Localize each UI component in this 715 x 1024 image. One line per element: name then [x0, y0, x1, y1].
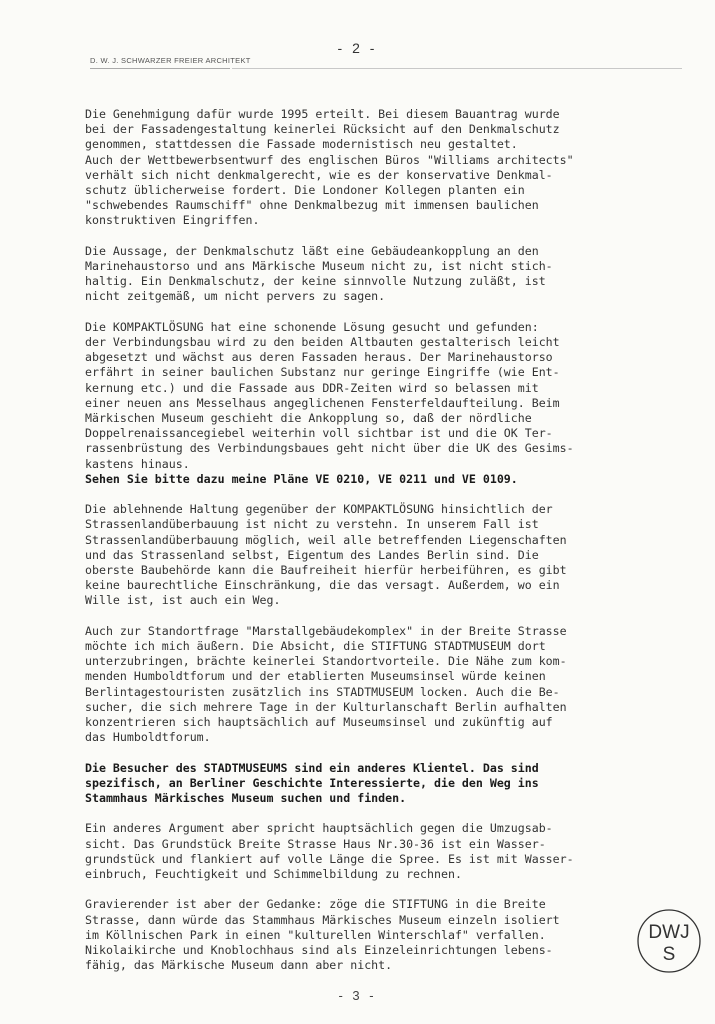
text-line: spezifisch, an Berliner Geschichte Interessierte, die den Weg ins: [85, 775, 539, 790]
text-line: verhält sich nicht denkmalgerecht, wie es der konservative Denkmal-: [85, 167, 553, 182]
text-line: erfährt in seiner baulichen Substanz nur geringe Eingriffe (wie Ent-: [85, 365, 560, 380]
text-line: Auch zur Standortfrage "Marstallgebäudekomplex" in der Breite Strasse: [85, 623, 567, 638]
text-line: Strassenlandüberbauung ist nicht zu verstehn. In unserem Fall ist: [85, 517, 539, 532]
text-line: Die KOMPAKTLÖSUNG hat eine schonende Lösung gesucht und gefunden:: [85, 319, 539, 334]
text-line: abgesetzt und wächst aus deren Fassaden heraus. Der Marinehaustorso: [85, 350, 553, 365]
text-line: Marinehaustorso und ans Märkische Museum nicht zu, ist nicht stich-: [85, 259, 553, 274]
text-line: Sehen Sie bitte dazu meine Pläne VE 0210, VE 0211 und VE 0109.: [85, 471, 518, 486]
paragraph: [85, 320, 690, 472]
text-line: schutz üblicherweise fordert. Die Londoner Kollegen planten ein: [85, 183, 525, 198]
text-line: der Verbindungsbau wird zu den beiden Altbauten gestalterisch leicht: [85, 335, 560, 350]
document-body: [85, 107, 690, 989]
text-line: bei der Fassadengestaltung keinerlei Rücksicht auf den Denkmalschutz: [85, 122, 560, 137]
emphasized-paragraph: [85, 472, 690, 487]
paragraph: [85, 821, 690, 882]
text-line: Ein anderes Argument aber spricht hauptsächlich gegen die Umzugsab-: [85, 821, 553, 836]
text-line: Strasse, dann würde das Stammhaus Märkisches Museum einzeln isoliert: [85, 912, 560, 927]
emphasized-paragraph: [85, 761, 690, 807]
text-line: Stammhaus Märkisches Museum suchen und finden.: [85, 791, 407, 806]
text-line: das Humboldtforum.: [85, 730, 211, 745]
text-line: einbruch, Feuchtigkeit und Schimmelbildung zu rechnen.: [85, 867, 462, 882]
text-line: keine baurechtliche Einschränkung, die das versagt. Außerdem, wo ein: [85, 578, 560, 593]
letterhead: D. W. J. SCHWARZER FREIER ARCHITEKT: [90, 56, 230, 69]
text-line: menden Humboldtforum und der etablierten Museumsinsel würde keinen: [85, 669, 546, 684]
text-line: und das Strassenland selbst, Eigentum des Landes Berlin sind. Die: [85, 547, 539, 562]
text-line: Nikolaikirche und Knoblochhaus sind als Einzeleinrichtungen lebens-: [85, 943, 553, 958]
text-line: kastens hinaus.: [85, 456, 190, 471]
text-line: möchte ich mich äußern. Die Absicht, die STIFTUNG STADTMUSEUM dort: [85, 639, 546, 654]
text-line: Auch der Wettbewerbsentwurf des englischen Büros "Williams architects": [85, 152, 574, 167]
text-line: haltig. Ein Denkmalschutz, der keine sinnvolle Nutzung zuläßt, ist: [85, 274, 546, 289]
paragraph: [85, 244, 690, 305]
text-line: Märkischen Museum geschieht die Ankopplung so, daß der nördliche: [85, 411, 532, 426]
text-line: "schwebendes Raumschiff" ohne Denkmalbezug mit immensen baulichen: [85, 198, 539, 213]
text-line: nicht zeitgemäß, um nicht pervers zu sagen.: [85, 289, 386, 304]
stamp-line-2: S: [662, 944, 676, 965]
text-line: konzentrieren sich hauptsächlich auf Museumsinsel und zukünftig auf: [85, 715, 553, 730]
text-line: Strassenlandüberbauung möglich, weil alle betreffenden Liegenschaften: [85, 532, 567, 547]
text-line: Wille ist, ist auch ein Weg.: [85, 593, 281, 608]
text-line: im Köllnischen Park in einen "kulturellen Winterschlaf" verfallen.: [85, 927, 546, 942]
text-line: genommen, stattdessen die Fassade modernistisch neu gestaltet.: [85, 137, 518, 152]
paragraph: [85, 107, 690, 229]
text-line: Doppelrenaissancegiebel weiterhin voll sichtbar ist und die OK Ter-: [85, 426, 553, 441]
page-number-bottom: - 3 -: [338, 988, 377, 1003]
text-line: Gravierender ist aber der Gedanke: zöge die STIFTUNG in die Breite: [85, 897, 546, 912]
text-line: grundstück und flankiert auf volle Länge die Spree. Es ist mit Wasser-: [85, 851, 574, 866]
paragraph: [85, 502, 690, 608]
text-line: Berlintagestouristen zusätzlich ins STADTMUSEUM locken. Auch die Be-: [85, 684, 560, 699]
text-line: sucher, die sich mehrere Tage in der Kulturlanschaft Berlin aufhalten: [85, 699, 567, 714]
paragraph: [85, 624, 690, 746]
text-line: Die Genehmigung dafür wurde 1995 erteilt. Bei diesem Bauantrag wurde: [85, 107, 560, 121]
header-rule: [232, 68, 682, 69]
stamp-line-1: DWJ: [648, 922, 690, 943]
text-line: kernung etc.) und die Fassade aus DDR-Zeiten wird so belassen mit: [85, 380, 539, 395]
text-line: fähig, das Märkische Museum dann aber nicht.: [85, 958, 393, 973]
text-line: Die ablehnende Haltung gegenüber der KOMPAKTLÖSUNG hinsichtlich der: [85, 502, 553, 517]
text-line: unterzubringen, brächte keinerlei Standortvorteile. Die Nähe zum kom-: [85, 654, 567, 669]
page-number-top: - 2 -: [337, 40, 378, 56]
text-line: rassenbrüstung des Verbindungsbaues geht nicht über die UK des Gesims-: [85, 441, 574, 456]
text-line: einer neuen ans Messelhaus angeglichenen Fensterfeldaufteilung. Beim: [85, 395, 560, 410]
text-line: oberste Baubehörde kann die Baufreiheit hierfür herbeiführen, es gibt: [85, 563, 567, 578]
text-line: sicht. Das Grundstück Breite Strasse Haus Nr.30-36 ist ein Wasser-: [85, 836, 546, 851]
text-line: Die Aussage, der Denkmalschutz läßt eine Gebäudeankopplung an den: [85, 243, 539, 258]
text-line: Die Besucher des STADTMUSEUMS sind ein anderes Klientel. Das sind: [85, 760, 539, 775]
initials-stamp: [636, 908, 702, 974]
text-line: konstruktiven Eingriffen.: [85, 213, 260, 228]
paragraph: [85, 897, 690, 973]
